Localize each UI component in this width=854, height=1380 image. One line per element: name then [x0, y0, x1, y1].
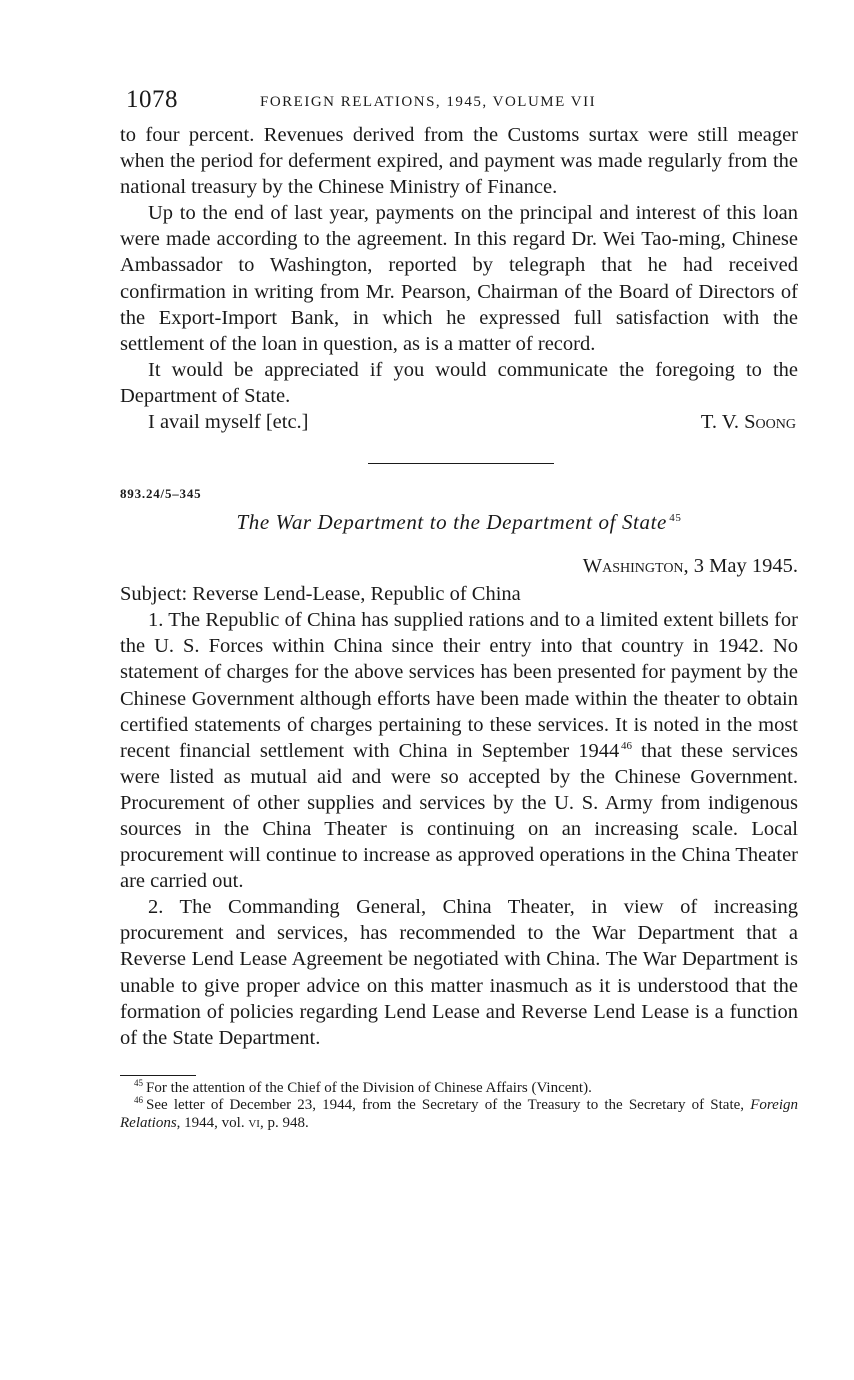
page-number: 1078: [126, 86, 178, 113]
file-number: 893.24/5–345: [120, 486, 202, 502]
running-header: [120, 86, 798, 122]
dateline-place-rest: ashington: [602, 555, 684, 578]
subject-line: Subject: Reverse Lend-Lease, Republic of China: [120, 583, 521, 606]
memo-item-2: 2. The Commanding General, China Theater, in view of increasing procurement and services, has recommended to the War Department that a Reverse Lend Lease Agreement be negotiated with China. The War Department is unable to give proper advice on this matter inasmuch as it is understood that the formation of policies regarding Lend Lease and Reverse Lend Lease is a function of the State Department.: [120, 896, 798, 1049]
memo-item-1: [120, 607, 798, 894]
footnote-45-text: For the attention of the Chief of the Division of Chinese Affairs (Vincent).: [146, 1079, 592, 1096]
dateline-place-initial: W: [582, 555, 603, 578]
letter-paragraph-1: to four percent. Revenues derived from the Customs surtax were still meager when the period for deferment expired, and payment was made regularly from the national treasury by the Chinese Ministry of Finance.: [120, 124, 798, 199]
footnote-46-text-c: , p. 948.: [259, 1114, 309, 1131]
footnote-45-mark: 45: [134, 1077, 143, 1088]
footnote-46-citation-title: Foreign Relations: [120, 1097, 798, 1131]
footnote-45: [120, 1077, 798, 1098]
signature: [701, 409, 796, 435]
memo-body: [120, 607, 798, 1051]
footnotes: [120, 1077, 798, 1133]
document-title-text: The War Department to the Department of State: [236, 510, 667, 535]
footnote-rule: [120, 1075, 196, 1076]
footnote-46-volume: vi: [248, 1114, 260, 1131]
running-title: FOREIGN RELATIONS, 1945, VOLUME VII: [260, 94, 597, 110]
footnote-46-mark: 46: [134, 1095, 143, 1106]
document-page: [120, 86, 798, 1132]
letter-paragraph-3: It would be appreciated if you would communicate the foregoing to the Department of State.: [120, 358, 798, 407]
footnote-ref-46: 46: [621, 739, 633, 752]
letter-paragraph-2: Up to the end of last year, payments on the principal and interest of this loan were made according to the agreement. In this regard Dr. Wei Tao-ming, Chinese Ambassador to Washington, reported by telegraph that he had received confirmation in writing from Mr. Pearson, Chairman of the Board of Directors of the Export-Import Bank, in which he expressed full satisfaction with the settlement of the loan in question, as is a matter of record.: [120, 202, 798, 355]
memo-item-1-part-1: 1. The Republic of China has supplied rations and to a limited extent billets for the U. S. Forces within China since their entry into that country in 1942. No statement of charges for the above services has been presented for payment by the Chinese Government although efforts have been made within the theater to obtain certified statements of charges pertaining to these services. It is noted in the most recent financial settlement with China in September 1944: [120, 609, 798, 762]
footnote-46-text-a: See letter of December 23, 1944, from the Secretary of the Treasury to the Secretary of State,: [146, 1097, 751, 1114]
complimentary-close: I avail myself [etc.]: [148, 411, 309, 434]
letter-body: [120, 122, 798, 409]
closing-line: [120, 409, 798, 435]
signature-surname-rest: oong: [755, 411, 796, 434]
memo-item-1-part-2: that these services were listed as mutual aid and were so accepted by the Chinese Government. Procurement of other supplies and services by the U. S. Army from indigenous sources in the China Theater is continuing on an increasing scale. Local procurement will continue to increase as approved operations in the China Theater are carried out.: [120, 739, 798, 893]
footnote-46: [120, 1097, 798, 1132]
document-title: [120, 510, 798, 535]
footnote-ref-45: 45: [669, 512, 682, 525]
footnote-46-text-b: , 1944, vol.: [176, 1114, 249, 1131]
signature-initials: T. V. S: [700, 411, 756, 434]
dateline-date: , 3 May 1945.: [683, 555, 798, 578]
section-divider: [368, 463, 554, 464]
dateline: [120, 553, 798, 579]
